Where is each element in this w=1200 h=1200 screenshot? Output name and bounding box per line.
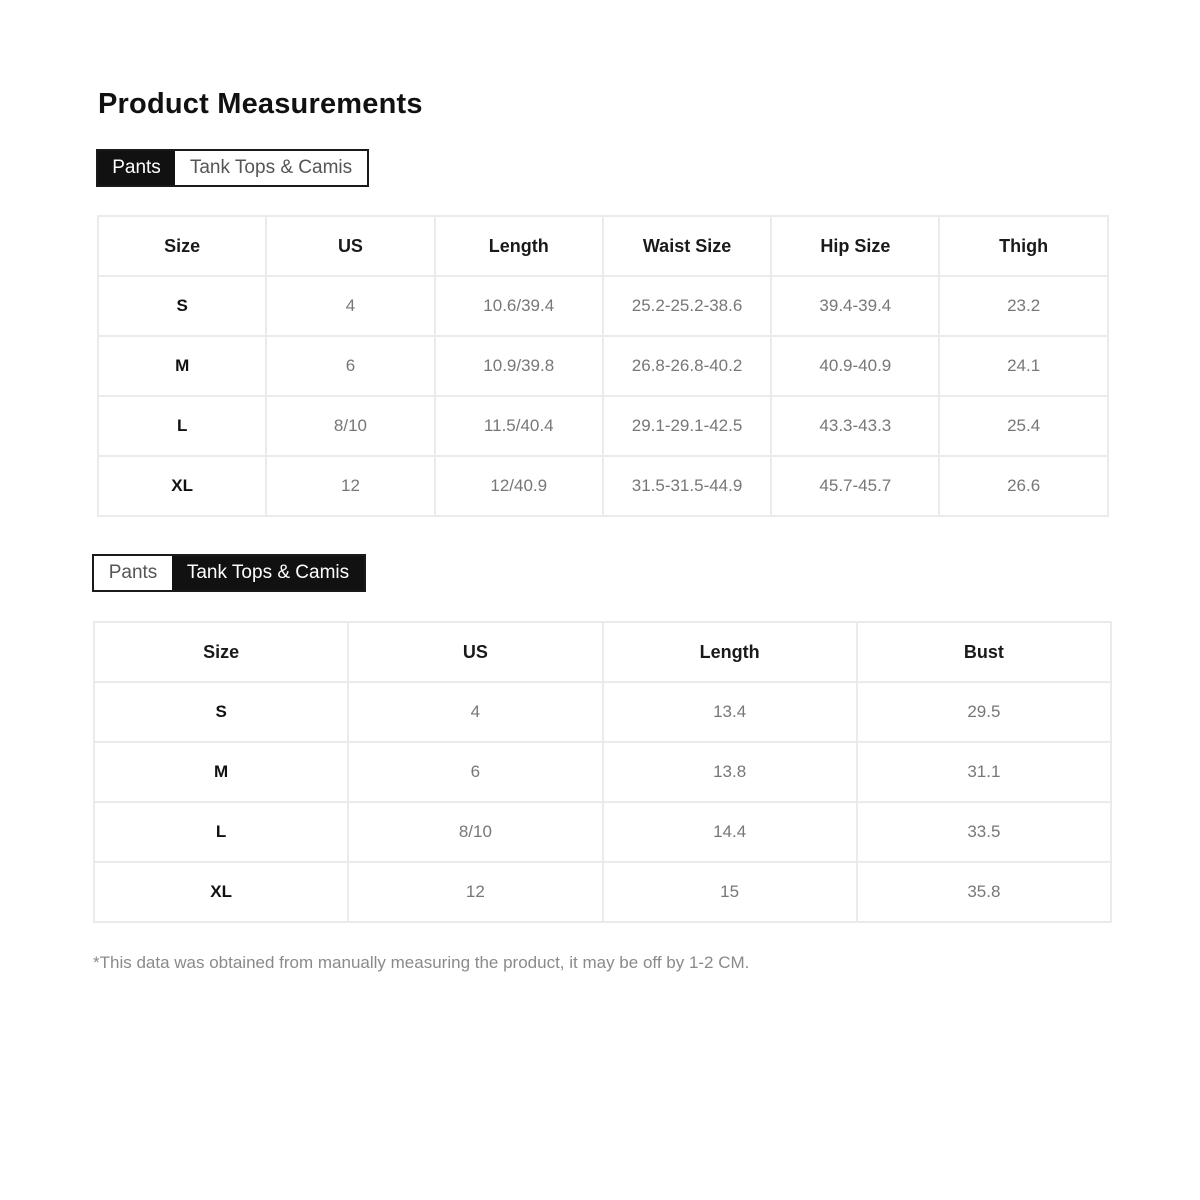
size-cell: S: [94, 682, 348, 742]
tab-bar-tank-tops-section: [92, 554, 366, 592]
size-cell: XL: [94, 862, 348, 922]
header-bust: Bust: [857, 622, 1111, 682]
bust-cell: 33.5: [857, 802, 1111, 862]
header-length: Length: [603, 622, 857, 682]
us-cell: 8/10: [348, 802, 602, 862]
waist-size-cell: 26.8-26.8-40.2: [603, 336, 771, 396]
header-us: US: [348, 622, 602, 682]
length-cell: 13.4: [603, 682, 857, 742]
us-cell: 8/10: [266, 396, 434, 456]
tab-bar-pants-section: [96, 149, 369, 187]
bust-cell: 31.1: [857, 742, 1111, 802]
table-row: [98, 396, 1108, 456]
us-cell: 6: [266, 336, 434, 396]
length-cell: 11.5/40.4: [435, 396, 603, 456]
size-cell: XL: [98, 456, 266, 516]
us-cell: 6: [348, 742, 602, 802]
header-length: Length: [435, 216, 603, 276]
tab-tank-tops-camis[interactable]: Tank Tops & Camis: [175, 151, 367, 185]
table-row: [94, 682, 1111, 742]
hip-size-cell: 43.3-43.3: [771, 396, 939, 456]
size-cell: S: [98, 276, 266, 336]
us-cell: 12: [266, 456, 434, 516]
waist-size-cell: 29.1-29.1-42.5: [603, 396, 771, 456]
length-cell: 15: [603, 862, 857, 922]
header-size: Size: [94, 622, 348, 682]
header-size: Size: [98, 216, 266, 276]
size-cell: L: [94, 802, 348, 862]
length-cell: 10.6/39.4: [435, 276, 603, 336]
bust-cell: 35.8: [857, 862, 1111, 922]
table-header-row: [94, 622, 1111, 682]
length-cell: 12/40.9: [435, 456, 603, 516]
length-cell: 13.8: [603, 742, 857, 802]
tab-pants[interactable]: Pants: [98, 151, 175, 185]
thigh-cell: 24.1: [939, 336, 1107, 396]
measurement-disclaimer: *This data was obtained from manually measuring the product, it may be off by 1-2 CM.: [93, 953, 750, 972]
size-cell: M: [98, 336, 266, 396]
table-row: [94, 742, 1111, 802]
thigh-cell: 23.2: [939, 276, 1107, 336]
thigh-cell: 26.6: [939, 456, 1107, 516]
tab-pants[interactable]: Pants: [94, 556, 172, 590]
header-waist-size: Waist Size: [603, 216, 771, 276]
pants-measurement-table: [97, 215, 1109, 517]
size-cell: M: [94, 742, 348, 802]
tab-tank-tops-camis[interactable]: Tank Tops & Camis: [172, 556, 364, 590]
tank-tops-measurement-table: [93, 621, 1112, 923]
waist-size-cell: 31.5-31.5-44.9: [603, 456, 771, 516]
waist-size-cell: 25.2-25.2-38.6: [603, 276, 771, 336]
us-cell: 4: [266, 276, 434, 336]
hip-size-cell: 45.7-45.7: [771, 456, 939, 516]
header-hip-size: Hip Size: [771, 216, 939, 276]
bust-cell: 29.5: [857, 682, 1111, 742]
hip-size-cell: 40.9-40.9: [771, 336, 939, 396]
header-thigh: Thigh: [939, 216, 1107, 276]
header-us: US: [266, 216, 434, 276]
hip-size-cell: 39.4-39.4: [771, 276, 939, 336]
thigh-cell: 25.4: [939, 396, 1107, 456]
table-row: [98, 276, 1108, 336]
table-row: [94, 862, 1111, 922]
length-cell: 10.9/39.8: [435, 336, 603, 396]
table-row: [94, 802, 1111, 862]
length-cell: 14.4: [603, 802, 857, 862]
table-row: [98, 336, 1108, 396]
us-cell: 12: [348, 862, 602, 922]
table-row: [98, 456, 1108, 516]
page-title: Product Measurements: [98, 88, 423, 120]
us-cell: 4: [348, 682, 602, 742]
table-header-row: [98, 216, 1108, 276]
size-cell: L: [98, 396, 266, 456]
